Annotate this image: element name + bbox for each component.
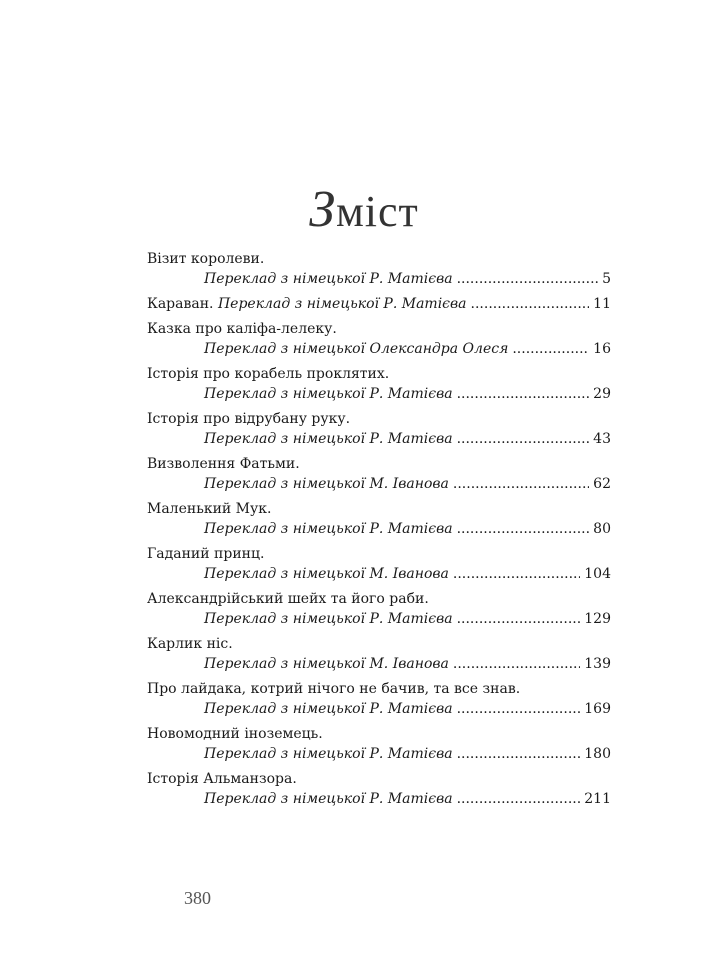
table-of-contents (147, 248, 611, 813)
toc-entry-title: Історія Альманзора. (147, 771, 297, 787)
toc-entry (147, 408, 611, 453)
toc-entry (147, 678, 611, 723)
dot-leader (457, 788, 581, 810)
toc-entry-translation: Переклад з німецької Р. Матієва (204, 746, 453, 762)
toc-entry-translation: Переклад з німецької Р. Матієва (204, 431, 453, 447)
toc-entry (147, 543, 611, 588)
toc-entry-page: 43 (593, 431, 611, 447)
toc-entry-page: 211 (584, 791, 611, 807)
toc-entry-row (147, 293, 611, 315)
toc-entry (147, 453, 611, 498)
page-title (0, 181, 728, 238)
toc-entry-translation: Переклад з німецької Р. Матієва (204, 271, 453, 287)
toc-entry (147, 723, 611, 768)
toc-entry-title: Карлик ніс. (147, 636, 233, 652)
toc-entry-page: 169 (584, 701, 611, 717)
dot-leader (453, 653, 580, 675)
toc-entry-page: 11 (593, 296, 611, 312)
toc-entry-translation: Переклад з німецької М. Іванова (204, 566, 449, 582)
toc-entry-translation: Переклад з німецької М. Іванова (204, 476, 449, 492)
title-initial: З (309, 181, 336, 238)
toc-entry-title: Визволення Фатьми. (147, 456, 300, 472)
title-rest: міст (335, 187, 419, 236)
page-number: 380 (184, 888, 211, 908)
toc-entry-page: 29 (593, 386, 611, 402)
dot-leader (453, 563, 580, 585)
dot-leader (457, 518, 590, 540)
toc-entry-translation-row (204, 518, 611, 540)
toc-entry-title: Історія про відрубану руку. (147, 411, 351, 427)
toc-entry (147, 768, 611, 813)
toc-entry-page: 80 (593, 521, 611, 537)
toc-entry (147, 248, 611, 293)
toc-entry-translation: Переклад з німецької Р. Матієва (204, 521, 453, 537)
toc-entry-translation: Переклад з німецької М. Іванова (204, 656, 449, 672)
toc-entry-page: 180 (584, 746, 611, 762)
toc-entry (147, 498, 611, 543)
toc-entry (147, 363, 611, 408)
toc-entry-translation-row (204, 383, 611, 405)
toc-entry-page: 139 (584, 656, 611, 672)
toc-entry-title: Караван. (147, 296, 214, 312)
dot-leader (457, 743, 581, 765)
toc-entry-translation-row (204, 268, 611, 290)
toc-entry-translation-row (204, 338, 611, 360)
toc-entry-translation: Переклад з німецької Р. Матієва (204, 386, 453, 402)
dot-leader (512, 338, 589, 360)
dot-leader (457, 268, 599, 290)
toc-entry-translation-row (204, 698, 611, 720)
toc-entry-page: 129 (584, 611, 611, 627)
toc-entry-translation: Переклад з німецької Олександра Олеся (204, 341, 509, 357)
toc-entry-title: Казка про каліфа-лелеку. (147, 321, 337, 337)
dot-leader (457, 428, 590, 450)
dot-leader (453, 473, 589, 495)
toc-entry-title: Маленький Мук. (147, 501, 272, 517)
dot-leader (471, 293, 590, 315)
toc-entry-title: Візит королеви. (147, 251, 265, 267)
toc-entry-translation: Переклад з німецької Р. Матієва (217, 296, 467, 312)
toc-entry (147, 633, 611, 678)
toc-entry-translation: Переклад з німецької Р. Матієва (204, 701, 453, 717)
toc-entry-title: Новомодний іноземець. (147, 726, 323, 742)
toc-entry-title: Александрійський шейх та його раби. (147, 591, 429, 607)
toc-entry-title: Гаданий принц. (147, 546, 265, 562)
toc-entry (147, 293, 611, 318)
toc-entry (147, 588, 611, 633)
toc-entry-page: 16 (593, 341, 611, 357)
toc-entry-title: Історія про корабель проклятих. (147, 366, 390, 382)
toc-entry-translation-row (204, 743, 611, 765)
toc-entry-translation: Переклад з німецької Р. Матієва (204, 611, 453, 627)
toc-entry-page: 104 (584, 566, 611, 582)
toc-entry-translation-row (204, 788, 611, 810)
toc-entry-translation-row (204, 473, 611, 495)
dot-leader (457, 608, 581, 630)
toc-entry-translation-row (204, 563, 611, 585)
toc-entry (147, 318, 611, 363)
toc-entry-page: 62 (593, 476, 611, 492)
toc-entry-title: Про лайдака, котрий нічого не бачив, та все знав. (147, 681, 521, 697)
dot-leader (457, 383, 590, 405)
toc-entry-translation-row (204, 428, 611, 450)
toc-entry-translation-row (204, 608, 611, 630)
toc-entry-translation-row (204, 653, 611, 675)
dot-leader (457, 698, 581, 720)
toc-entry-page: 5 (602, 271, 611, 287)
toc-entry-translation: Переклад з німецької Р. Матієва (204, 791, 453, 807)
